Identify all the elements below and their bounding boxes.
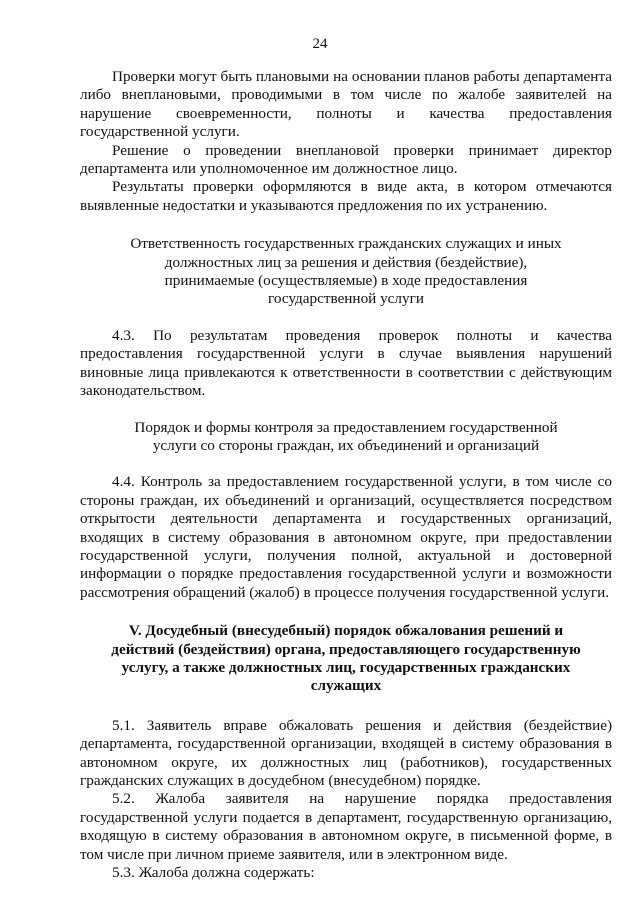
document-body bbox=[80, 68, 612, 882]
paragraph-5-3: 5.3. Жалоба должна содержать: bbox=[112, 864, 315, 882]
section-heading-v: V. Досудебный (внесудебный) порядок обжалования решений и действий (бездействия) органа, предоставляющего государственную услугу, а также должностных лиц, государственных гражданских служащих bbox=[111, 622, 581, 695]
paragraph-inspections-types: Проверки могут быть плановыми на основании планов работы департамента либо внеплановыми, проводимыми в том числе по жалобе заявителей на нарушение своевременности, полноты и качества предоставления государственной услуги. bbox=[80, 68, 612, 141]
paragraph-unscheduled-inspection: Решение о проведении внеплановой проверки принимает директор департамента или уполномоченное им должностное лицо. bbox=[80, 141, 612, 178]
paragraph-4-4: 4.4. Контроль за предоставлением государственной услуги, в том числе со стороны граждан, их объединений и организаций, осуществляется посредством открытости деятельности департамента и государственных организаций, входящих в систему образования в автономном округе, при предоставлении государственной услуги, получения полной, актуальной и достоверной информации о порядке предоставления государственной услуги и возможности рассмотрения обращений (жалоб) в процессе получения государственной услуги. bbox=[80, 473, 612, 601]
heading-responsibility: Ответственность государственных гражданских служащих и иных должностных лиц за решения и действия (бездействие), принимаемые (осуществляемые) в ходе предоставления государственной услуги bbox=[130, 235, 562, 308]
heading-control-forms: Порядок и формы контроля за предоставлением государственной услуги со стороны граждан, их объединений и организаций bbox=[134, 418, 558, 454]
paragraph-5-1: 5.1. Заявитель вправе обжаловать решения и действия (бездействие) департамента, государственной организации, входящей в систему образования в автономном округе, их должностных лиц (работников), государственных гражданских служащих в досудебном (внесудебном) порядке. bbox=[80, 716, 612, 789]
paragraph-5-2: 5.2. Жалоба заявителя на нарушение порядка предоставления государственной услуги подается в департамент, государственную организацию, входящую в систему образования в автономном округе, в письменной форме, в том числе при личном приеме заявителя, или в электронном виде. bbox=[80, 790, 612, 863]
page-number: 24 bbox=[312, 36, 328, 52]
paragraph-inspection-results: Результаты проверки оформляются в виде акта, в котором отмечаются выявленные недостатки и указываются предложения по их устранению. bbox=[80, 178, 612, 214]
paragraph-4-3: 4.3. По результатам проведения проверок полноты и качества предоставления государственной услуги в случае выявления нарушений виновные лица привлекаются к ответственности в соответствии с действующим законодательством. bbox=[80, 326, 612, 400]
